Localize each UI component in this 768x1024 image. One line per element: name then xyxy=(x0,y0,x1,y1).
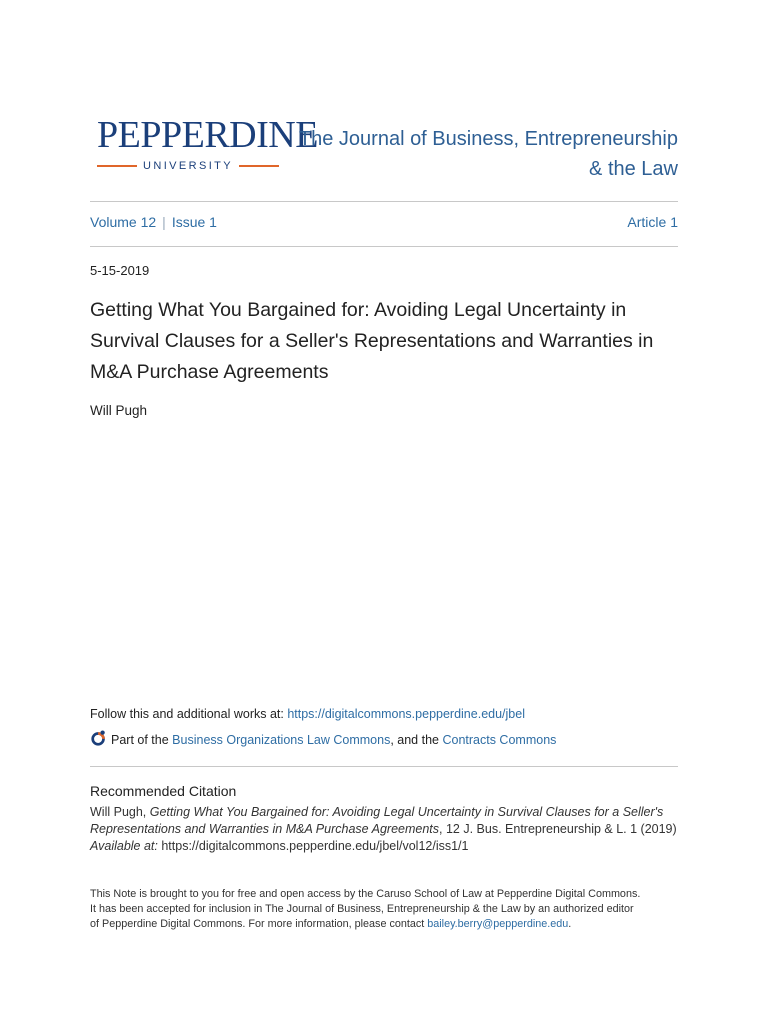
article-title: Getting What You Bargained for: Avoiding Legal Uncertainty in Survival Clauses for a Seller's Representations and Warranties in M&A Purchase Agreements xyxy=(90,299,654,383)
access-note xyxy=(90,887,678,932)
logo-subtitle xyxy=(97,160,279,172)
note-line-3-suffix: . xyxy=(568,918,572,930)
note-line-3-prefix: of Pepperdine Digital Commons. For more information, please contact xyxy=(90,918,428,930)
note-line-1: This Note is brought to you for free and open access by the Caruso School of Law at Pepperdine Digital Commons. xyxy=(90,888,641,900)
divider-citation xyxy=(90,766,678,767)
citation-source: , 12 J. Bus. Entrepreneurship & L. 1 (2019) xyxy=(439,822,677,836)
business-organizations-commons-link[interactable]: Business Organizations Law Commons xyxy=(172,733,391,747)
cover-page xyxy=(90,0,678,1024)
journal-title-line2: & the Law xyxy=(589,158,678,180)
divider-top xyxy=(90,201,678,202)
note-line-3 xyxy=(90,917,678,932)
part-of-middle: , and the xyxy=(390,733,439,747)
logo-rule-left xyxy=(97,165,137,167)
journal-title-line1: The Journal of Business, Entrepreneurship xyxy=(298,128,678,150)
citation-title: Getting What You Bargained for: Avoiding Legal Uncertainty in Survival Clauses for a Seller's Representations and Warranties in M&A Purchase Agreements xyxy=(90,805,664,836)
follow-prefix: Follow this and additional works at: xyxy=(90,707,288,721)
logo-university-text: UNIVERSITY xyxy=(143,160,234,172)
citation-available-label: Available at: xyxy=(90,839,158,853)
part-of-line xyxy=(90,731,556,749)
contact-email-link[interactable]: bailey.berry@pepperdine.edu xyxy=(427,918,569,930)
bepress-commons-icon xyxy=(90,729,108,747)
journal-title[interactable] xyxy=(278,124,678,184)
logo-wordmark: PEPPERDINE xyxy=(97,114,318,156)
recommended-citation xyxy=(90,804,678,855)
article-author: Will Pugh xyxy=(90,403,148,418)
issue-link[interactable]: Issue 1 xyxy=(171,214,217,230)
contracts-commons-link[interactable]: Contracts Commons xyxy=(442,733,557,747)
citation-url[interactable]: https://digitalcommons.pepperdine.edu/jbel/vol12/iss1/1 xyxy=(157,839,469,853)
note-line-2: It has been accepted for inclusion in The Journal of Business, Entrepreneurship & the Law by an authorized editor xyxy=(90,903,634,915)
recommended-citation-heading: Recommended Citation xyxy=(90,783,237,799)
logo-rule-right xyxy=(239,165,279,167)
citation-author: Will Pugh, xyxy=(90,805,150,819)
part-of-prefix: Part of the xyxy=(111,733,169,747)
follow-line xyxy=(90,707,525,721)
pepperdine-logo[interactable] xyxy=(97,114,318,176)
publication-date: 5-15-2019 xyxy=(90,263,150,278)
follow-url-link[interactable]: https://digitalcommons.pepperdine.edu/jbel xyxy=(287,707,525,721)
article-link[interactable]: Article 1 xyxy=(627,214,678,230)
issue-separator: | xyxy=(162,214,166,230)
divider-issue xyxy=(90,246,678,247)
issue-navigation xyxy=(90,213,678,231)
volume-link[interactable]: Volume 12 xyxy=(90,214,157,230)
